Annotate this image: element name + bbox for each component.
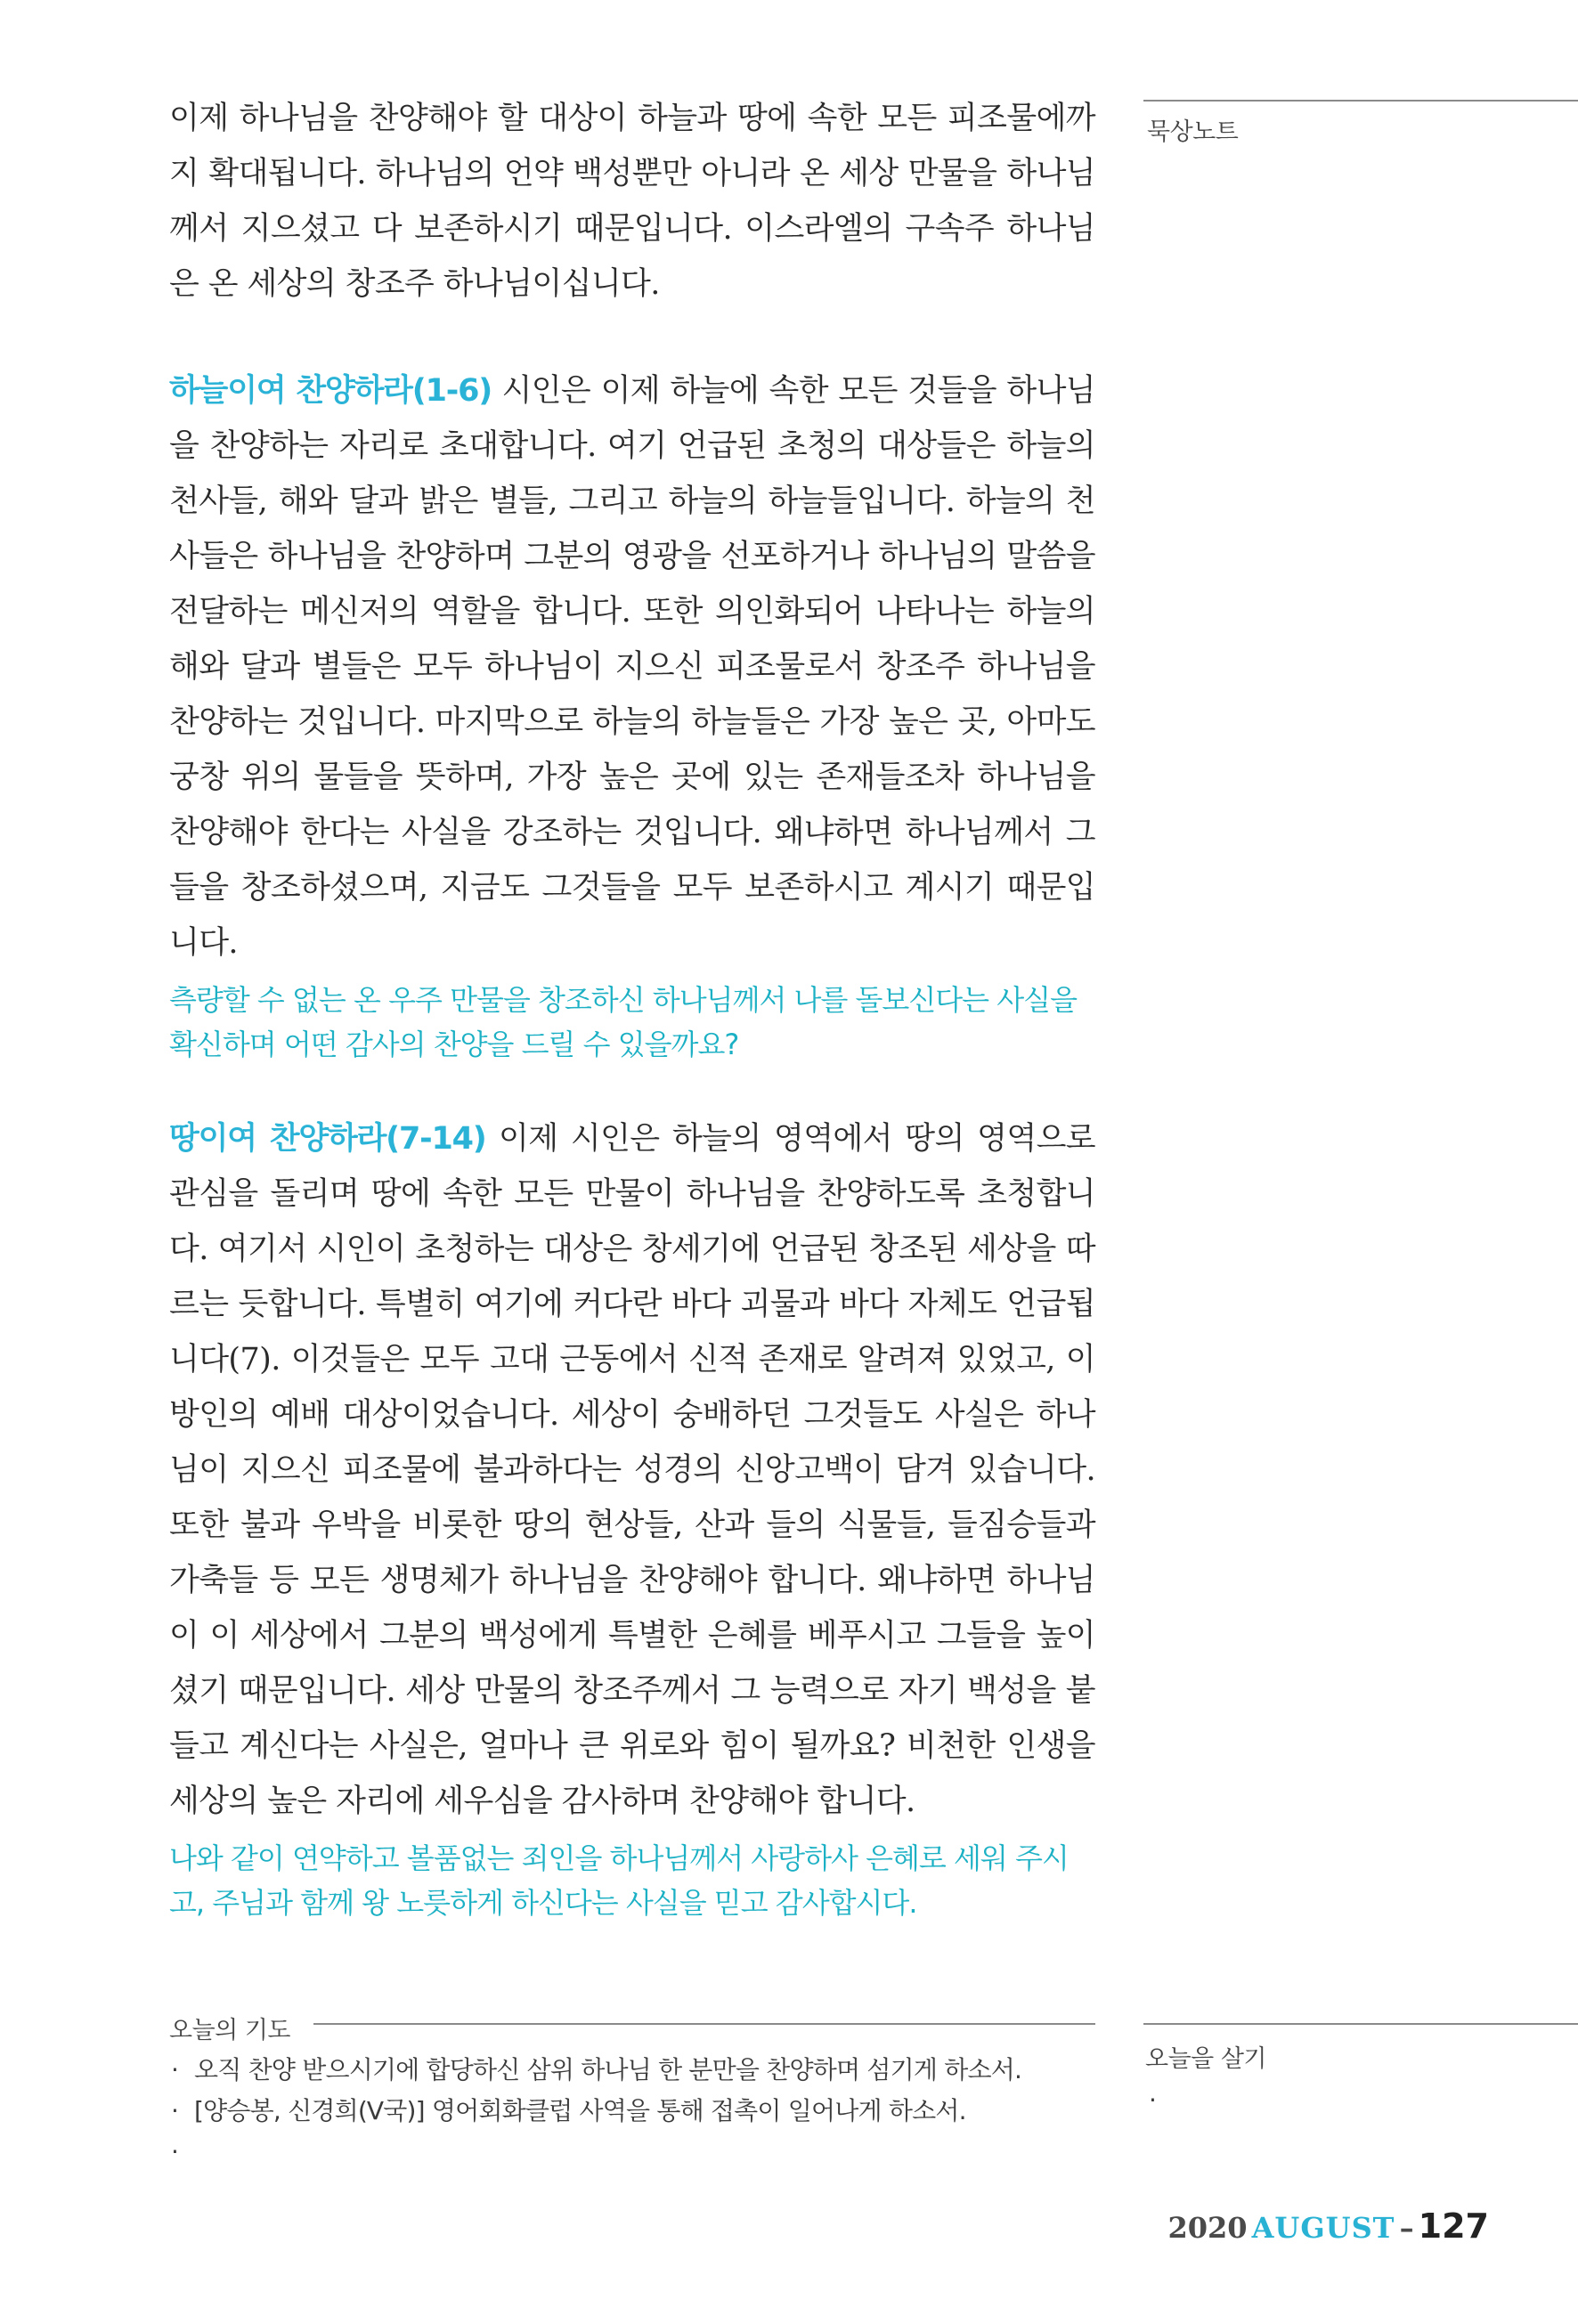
prayer-rule — [313, 2023, 1095, 2025]
footer-year: 2020 — [1167, 2211, 1248, 2245]
section-heaven-body: 시인은 이제 하늘에 속한 모든 것들을 하나님을 찬양하는 자리로 초대합니다. 여기 언급된 초청의 대상들은 하늘의 천사들, 해와 달과 밝은 별들, 그리고 하늘의 하늘들입니다. 하늘의 천사들은 하나님을 찬양하며 그분의 영광을 선포하거나 하나님의 말씀을 전달하는 메신저의 역할을 합니다. 또한 의인화되어 나타나는 하늘의 해와 달과 별들은 모두 하나님이 지으신 피조물로서 창조주 하나님을 찬양하는 것입니다. 마지막으로 하늘의 하늘들은 가장 높은 곳, 아마도 궁창 위의 물들을 뜻하며, 가장 높은 곳에 있는 존재들조차 하나님을 찬양해야 한다는 사실을 강조하는 것입니다. 왜냐하면 하나님께서 그들을 창조하셨으며, 지금도 그것들을 모두 보존하시고 계시기 때문입니다. — [169, 373, 1095, 961]
prayer-item — [171, 2091, 1097, 2132]
prayer-list — [171, 2050, 1097, 2173]
prayer-bullet: · — [171, 2096, 179, 2125]
section-heaven-question: 측량할 수 없는 온 우주 만물을 창조하신 하나님께서 나를 돌보신다는 사실을 확신하며 어떤 감사의 찬양을 드릴 수 있을까요? — [169, 983, 1077, 1061]
live-today-bullet: · — [1149, 2085, 1157, 2115]
section-heaven-paragraph — [169, 363, 1095, 971]
live-today-rule — [1143, 2023, 1578, 2025]
prayer-item — [171, 2050, 1097, 2091]
section-earth-body: 이제 시인은 하늘의 영역에서 땅의 영역으로 관심을 돌리며 땅에 속한 모든 만물이 하나님을 찬양하도록 초청합니다. 여기서 시인이 초청하는 대상은 창세기에 언급된 창조된 세상을 따르는 듯합니다. 특별히 여기에 커다란 바다 괴물과 바다 자체도 언급됩니다(7). 이것들은 모두 고대 근동에서 신적 존재로 알려져 있었고, 이방인의 예배 대상이었습니다. 세상이 숭배하던 그것들도 사실은 하나님이 지으신 피조물에 불과하다는 성경의 신앙고백이 담겨 있습니다. 또한 불과 우박을 비롯한 땅의 현상들, 산과 들의 식물들, 들짐승들과 가축들 등 모든 생명체가 하나님을 찬양해야 합니다. 왜냐하면 하나님이 이 세상에서 그분의 백성에게 특별한 은혜를 베푸시고 그들을 높이셨기 때문입니다. 세상 만물의 창조주께서 그 능력으로 자기 백성을 붙들고 계신다는 사실은, 얼마나 큰 위로와 힘이 될까요? 비천한 인생을 세상의 높은 자리에 세우심을 감사하며 찬양해야 합니다. — [169, 1121, 1096, 1819]
meditation-note-rule — [1143, 100, 1578, 102]
footer-dash: – — [1399, 2211, 1414, 2245]
page-number: 127 — [1418, 2206, 1489, 2246]
prayer-title: 오늘의 기도 — [169, 2017, 290, 2044]
meditation-note-label: 묵상노트 — [1147, 118, 1239, 146]
page-footer — [1167, 2206, 1489, 2246]
section-earth-question: 나와 같이 연약하고 볼품없는 죄인을 하나님께서 사랑하사 은혜로 세워 주시고, 주님과 함께 왕 노릇하게 하신다는 사실을 믿고 감사합시다. — [169, 1841, 1069, 1920]
section-heaven-heading: 하늘이여 찬양하라(1-6) — [169, 373, 492, 409]
intro-paragraph: 이제 하나님을 찬양해야 할 대상이 하늘과 땅에 속한 모든 피조물에까지 확대됩니다. 하나님의 언약 백성뿐만 아니라 온 세상 만물을 하나님께서 지으셨고 다 보존하시기 때문입니다. 이스라엘의 구속주 하나님은 온 세상의 창조주 하나님이십니다. — [169, 101, 1095, 302]
section-earth-paragraph — [169, 1111, 1095, 1829]
prayer-bullet: · — [171, 2055, 179, 2084]
prayer-bullet: · — [171, 2137, 179, 2166]
main-column — [169, 91, 1095, 1925]
section-earth-heading: 땅이여 찬양하라(7-14) — [169, 1121, 486, 1157]
prayer-item-text: [양승봉, 신경희(V국)] 영어회화클럽 사역을 통해 접촉이 일어나게 하소서. — [194, 2096, 966, 2125]
prayer-item — [171, 2132, 1097, 2173]
live-today-label: 오늘을 살기 — [1145, 2045, 1266, 2073]
prayer-item-text: 오직 찬양 받으시기에 합당하신 삼위 하나님 한 분만을 찬양하며 섬기게 하소서. — [194, 2055, 1022, 2084]
footer-month: AUGUST — [1251, 2211, 1395, 2245]
